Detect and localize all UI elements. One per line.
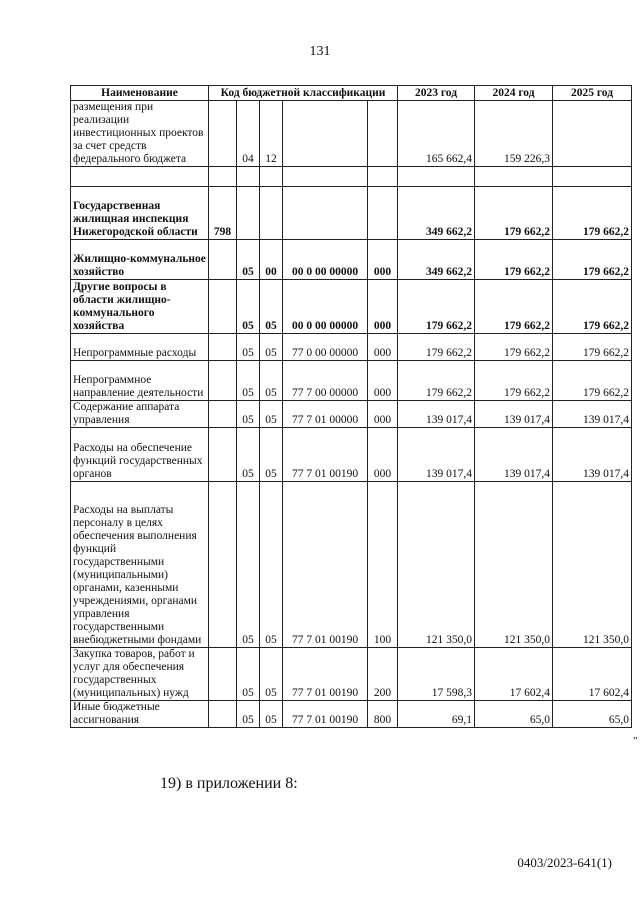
cell-type: 000: [368, 240, 398, 280]
table-row: [71, 482, 632, 648]
cell-name: размещения при реализации инвестиционных проектов за счет средств федерального бюджета: [71, 101, 209, 167]
table-row: [71, 240, 632, 280]
cell-target: 77 7 00 00000: [283, 361, 368, 401]
cell-y2023: 139 017,4: [398, 428, 475, 482]
table-row: [71, 187, 632, 240]
cell-name: Государственная жилищная инспекция Нижегородской области: [71, 187, 209, 240]
cell-y2024: 139 017,4: [475, 428, 553, 482]
cell-name: Жилищно-коммунальное хозяйство: [71, 240, 209, 280]
cell-y2024: 179 662,2: [475, 240, 553, 280]
cell-y2023: 179 662,2: [398, 280, 475, 334]
cell-y2023: 179 662,2: [398, 361, 475, 401]
cell-section: 05: [237, 701, 260, 728]
cell-name: Расходы на выплаты персоналу в целях обеспечения выполнения функций государственными (муниципальными) органами, казенными учреждениями, органами управления государственными внебюджетными фондами: [71, 482, 209, 648]
table-row: [71, 334, 632, 361]
cell-y2024: 139 017,4: [475, 401, 553, 428]
cell-y2024: 179 662,2: [475, 187, 553, 240]
cell-org: [209, 334, 237, 361]
cell-section: 05: [237, 401, 260, 428]
cell-target: [283, 167, 368, 187]
cell-y2023: 17 598,3: [398, 648, 475, 701]
header-name: Наименование: [71, 86, 209, 101]
cell-y2025: [553, 101, 632, 167]
cell-subsection: 05: [260, 361, 283, 401]
cell-org: [209, 428, 237, 482]
table-row: [71, 701, 632, 728]
cell-y2024: 159 226,3: [475, 101, 553, 167]
cell-name: Другие вопросы в области жилищно-коммунального хозяйства: [71, 280, 209, 334]
cell-y2023: 349 662,2: [398, 187, 475, 240]
cell-org: [209, 101, 237, 167]
cell-section: 05: [237, 240, 260, 280]
cell-target: [283, 101, 368, 167]
cell-y2024: 121 350,0: [475, 482, 553, 648]
cell-y2023: 165 662,4: [398, 101, 475, 167]
cell-y2025: 65,0: [553, 701, 632, 728]
cell-section: 05: [237, 648, 260, 701]
cell-type: 000: [368, 428, 398, 482]
closing-quote: ": [633, 735, 638, 747]
cell-name: Расходы на обеспечение функций государственных органов: [71, 428, 209, 482]
page-number: 131: [309, 44, 331, 59]
cell-y2025: 139 017,4: [553, 401, 632, 428]
cell-target: 00 0 00 00000: [283, 240, 368, 280]
cell-subsection: 12: [260, 101, 283, 167]
cell-target: 77 7 01 00190: [283, 701, 368, 728]
cell-y2023: 69,1: [398, 701, 475, 728]
table-row: [71, 167, 632, 187]
cell-subsection: 05: [260, 428, 283, 482]
cell-y2023: 139 017,4: [398, 401, 475, 428]
cell-section: 05: [237, 482, 260, 648]
header-2023: 2023 год: [398, 86, 475, 101]
cell-y2025: 17 602,4: [553, 648, 632, 701]
cell-name: Иные бюджетные ассигнования: [71, 701, 209, 728]
cell-section: 05: [237, 334, 260, 361]
header-2025: 2025 год: [553, 86, 632, 101]
cell-y2024: 179 662,2: [475, 280, 553, 334]
cell-y2025: 179 662,2: [553, 240, 632, 280]
cell-name: Закупка товаров, работ и услуг для обеспечения государственных (муниципальных) нужд: [71, 648, 209, 701]
cell-y2024: 179 662,2: [475, 334, 553, 361]
cell-y2025: 139 017,4: [553, 428, 632, 482]
cell-org: [209, 648, 237, 701]
table-row: [71, 428, 632, 482]
cell-y2024: 17 602,4: [475, 648, 553, 701]
cell-org: [209, 240, 237, 280]
cell-subsection: 05: [260, 280, 283, 334]
table-row: [71, 280, 632, 334]
cell-target: 77 7 01 00190: [283, 428, 368, 482]
header-2024: 2024 год: [475, 86, 553, 101]
cell-y2025: 179 662,2: [553, 334, 632, 361]
cell-y2023: 179 662,2: [398, 334, 475, 361]
cell-section: 05: [237, 280, 260, 334]
cell-y2024: [475, 167, 553, 187]
cell-type: [368, 101, 398, 167]
cell-type: 800: [368, 701, 398, 728]
cell-type: [368, 167, 398, 187]
table-row: [71, 101, 632, 167]
cell-subsection: 05: [260, 482, 283, 648]
cell-subsection: 05: [260, 401, 283, 428]
cell-org: [209, 280, 237, 334]
after-text: 19) в приложении 8:: [160, 775, 298, 792]
cell-y2025: 179 662,2: [553, 187, 632, 240]
cell-y2024: 65,0: [475, 701, 553, 728]
cell-name: Содержание аппарата управления: [71, 401, 209, 428]
cell-target: 77 7 01 00190: [283, 482, 368, 648]
cell-type: 000: [368, 401, 398, 428]
cell-type: 000: [368, 334, 398, 361]
cell-subsection: 00: [260, 240, 283, 280]
cell-subsection: 05: [260, 334, 283, 361]
cell-subsection: 05: [260, 648, 283, 701]
cell-y2025: [553, 167, 632, 187]
document-code: 0403/2023-641(1): [517, 855, 612, 870]
cell-y2025: 179 662,2: [553, 280, 632, 334]
budget-table: [70, 85, 632, 728]
cell-name: [71, 167, 209, 187]
cell-target: 77 0 00 00000: [283, 334, 368, 361]
cell-org: [209, 401, 237, 428]
cell-type: 200: [368, 648, 398, 701]
cell-y2025: 121 350,0: [553, 482, 632, 648]
table-row: [71, 648, 632, 701]
cell-org: [209, 167, 237, 187]
cell-name: Непрограммные расходы: [71, 334, 209, 361]
cell-y2025: 179 662,2: [553, 361, 632, 401]
cell-section: [237, 167, 260, 187]
cell-y2023: 121 350,0: [398, 482, 475, 648]
cell-org: [209, 701, 237, 728]
cell-org: 798: [209, 187, 237, 240]
cell-subsection: 05: [260, 701, 283, 728]
cell-type: [368, 187, 398, 240]
cell-y2024: 179 662,2: [475, 361, 553, 401]
header-code: Код бюджетной классификации: [209, 86, 398, 101]
cell-y2023: 349 662,2: [398, 240, 475, 280]
cell-section: [237, 187, 260, 240]
cell-type: 000: [368, 361, 398, 401]
cell-section: 05: [237, 428, 260, 482]
cell-target: 77 7 01 00000: [283, 401, 368, 428]
cell-y2023: [398, 167, 475, 187]
cell-org: [209, 482, 237, 648]
cell-org: [209, 361, 237, 401]
cell-subsection: [260, 167, 283, 187]
cell-section: 05: [237, 361, 260, 401]
cell-type: 100: [368, 482, 398, 648]
table-row: [71, 401, 632, 428]
cell-name: Непрограммное направление деятельности: [71, 361, 209, 401]
cell-target: 00 0 00 00000: [283, 280, 368, 334]
cell-target: 77 7 01 00190: [283, 648, 368, 701]
table-header-row: [71, 86, 632, 101]
cell-target: [283, 187, 368, 240]
table-row: [71, 361, 632, 401]
cell-subsection: [260, 187, 283, 240]
cell-type: 000: [368, 280, 398, 334]
cell-section: 04: [237, 101, 260, 167]
